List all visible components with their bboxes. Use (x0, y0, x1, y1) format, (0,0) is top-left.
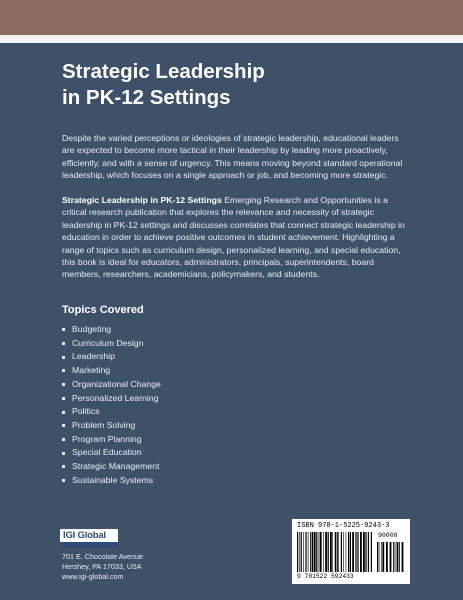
book-title-inline: Strategic Leadership in PK-12 Settings (62, 195, 222, 205)
topic-item (62, 405, 161, 419)
description-paragraph-1: Despite the varied perceptions or ideologies of strategic leadership, educational leaders are expected to become more tactical in their leadership by leading more proactively, efficiently, and with a sense of urgency. This means moving beyond standard operational leadership, which focuses on a single approach or job, and becoming more strategic. (62, 133, 403, 181)
bullet-icon (62, 383, 65, 386)
topic-label: Curriculum Design (72, 337, 144, 348)
topic-label: Personalized Learning (72, 392, 159, 403)
topic-item (62, 446, 161, 460)
topic-item (62, 350, 161, 364)
bullet-icon (62, 369, 65, 372)
topic-label: Strategic Management (72, 461, 160, 472)
bullet-icon (62, 479, 65, 482)
address-city: Hershey, PA 17033, USA (62, 562, 142, 571)
topic-label: Politics (72, 406, 100, 417)
topic-item (62, 460, 161, 474)
barcode-number: 9 781522 592433 (297, 573, 354, 580)
book-title (62, 59, 422, 111)
bullet-icon (62, 356, 65, 359)
topic-item (62, 474, 161, 488)
topic-label: Organizational Change (72, 378, 161, 389)
bullet-icon (62, 397, 65, 400)
title-line-2: in PK-12 Settings (62, 86, 231, 109)
topic-item (62, 392, 161, 406)
bullet-icon (62, 328, 65, 331)
bullet-icon (62, 342, 65, 345)
price-code: 90000 (378, 532, 398, 539)
back-cover (0, 43, 463, 600)
topic-item (62, 419, 161, 433)
bullet-icon (62, 452, 65, 455)
topic-item (62, 378, 161, 392)
logo-underline-bar (60, 542, 118, 547)
igi-global-logo (60, 529, 118, 547)
description-paragraph-2 (62, 194, 412, 281)
logo-text: IGI Global (63, 530, 106, 541)
top-color-band (0, 0, 463, 35)
topic-label: Marketing (72, 365, 111, 376)
publisher-website: www.igi-global.com (62, 572, 124, 581)
address-street: 701 E. Chocolate Avenue (62, 552, 143, 561)
topics-heading: Topics Covered (62, 304, 144, 316)
bullet-icon (62, 465, 65, 468)
publisher-address (62, 552, 143, 582)
barcode-icon (297, 532, 405, 572)
topic-label: Problem Solving (72, 419, 136, 430)
topic-label: Program Planning (72, 433, 142, 444)
bullet-icon (62, 411, 65, 414)
topic-label: Budgeting (72, 324, 112, 334)
topic-label: Special Education (72, 447, 142, 458)
topic-item (62, 337, 161, 351)
bullet-icon (62, 438, 65, 441)
topic-label: Leadership (72, 351, 115, 362)
title-line-1: Strategic Leadership (62, 60, 265, 83)
topic-label: Sustainable Systems (72, 474, 154, 485)
isbn-label: ISBN 978-1-5225-9243-3 (297, 522, 390, 530)
topic-item (62, 364, 161, 378)
barcode-panel (292, 519, 410, 584)
topic-item (62, 433, 161, 447)
bullet-icon (62, 424, 65, 427)
topic-item (62, 323, 161, 337)
topics-list (62, 323, 161, 487)
top-divider (0, 35, 463, 43)
description-paragraph-2-text: Emerging Research and Opportunities is a critical research publication that explores the relevance and necessity of strategic leadership in PK-12 settings and discusses correlates that connect strategic leadership in education in order to achieve positive outcomes in student achievement. Highlighting a range of topics such as curriculum design, personalized learning, and special education, this book is ideal for educators, administrators, principals, superintendents, board members, researchers, academicians, policymakers, and students. (62, 195, 405, 280)
